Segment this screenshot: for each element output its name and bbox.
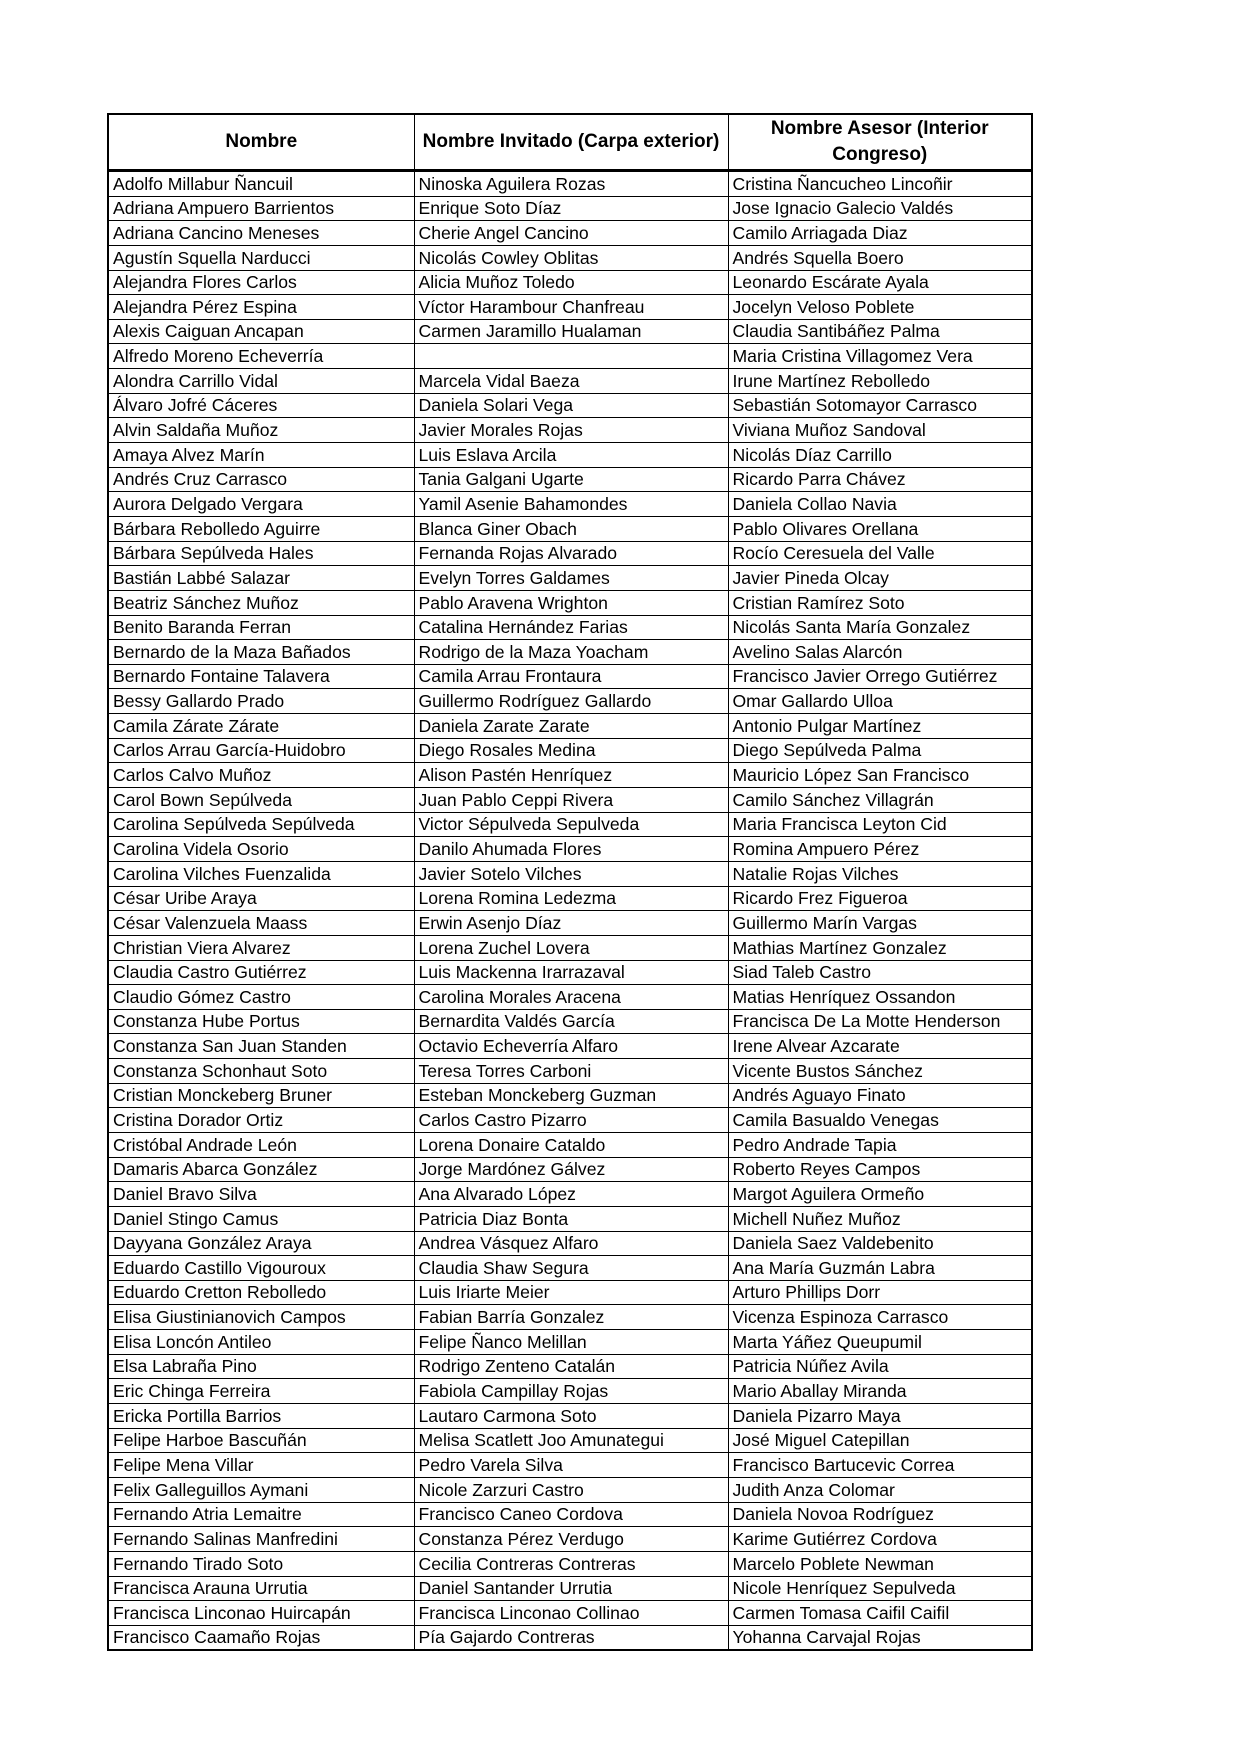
cell-nombre-invitado: Luis Iriarte Meier <box>414 1280 728 1305</box>
table-row <box>108 344 1032 369</box>
table-row <box>108 295 1032 320</box>
cell-nombre-invitado: Daniela Solari Vega <box>414 393 728 418</box>
cell-nombre: Carlos Calvo Muñoz <box>108 763 414 788</box>
cell-nombre-invitado: Juan Pablo Ceppi Rivera <box>414 788 728 813</box>
cell-nombre-asesor: Francisca De La Motte Henderson <box>728 1009 1032 1034</box>
table-row <box>108 393 1032 418</box>
cell-nombre-asesor: Michell Nuñez Muñoz <box>728 1206 1032 1231</box>
table-row <box>108 270 1032 295</box>
cell-nombre-invitado: Javier Sotelo Vilches <box>414 861 728 886</box>
cell-nombre-asesor: Omar Gallardo Ulloa <box>728 689 1032 714</box>
cell-nombre: Carlos Arrau García-Huidobro <box>108 738 414 763</box>
cell-nombre-invitado: Fernanda Rojas Alvarado <box>414 541 728 566</box>
cell-nombre-invitado: Guillermo Rodríguez Gallardo <box>414 689 728 714</box>
cell-nombre: Alexis Caiguan Ancapan <box>108 319 414 344</box>
cell-nombre-asesor: José Miguel Catepillan <box>728 1428 1032 1453</box>
cell-nombre-asesor: Leonardo Escárate Ayala <box>728 270 1032 295</box>
cell-nombre: Alvin Saldaña Muñoz <box>108 418 414 443</box>
cell-nombre: Damaris Abarca González <box>108 1157 414 1182</box>
cell-nombre-invitado: Carlos Castro Pizarro <box>414 1108 728 1133</box>
cell-nombre: Francisco Caamaño Rojas <box>108 1625 414 1650</box>
table-row <box>108 541 1032 566</box>
table-row <box>108 911 1032 936</box>
cell-nombre-invitado: Rodrigo Zenteno Catalán <box>414 1354 728 1379</box>
cell-nombre-invitado: Carolina Morales Aracena <box>414 985 728 1010</box>
cell-nombre-asesor: Cristian Ramírez Soto <box>728 590 1032 615</box>
cell-nombre-asesor: Patricia Núñez Avila <box>728 1354 1032 1379</box>
cell-nombre-invitado: Daniela Zarate Zarate <box>414 714 728 739</box>
table-row <box>108 221 1032 246</box>
cell-nombre-invitado: Nicole Zarzuri Castro <box>414 1477 728 1502</box>
cell-nombre: Claudio Gómez Castro <box>108 985 414 1010</box>
cell-nombre: Camila Zárate Zárate <box>108 714 414 739</box>
cell-nombre-invitado: Pablo Aravena Wrighton <box>414 590 728 615</box>
cell-nombre: Eric Chinga Ferreira <box>108 1379 414 1404</box>
cell-nombre-invitado: Octavio Echeverría Alfaro <box>414 1034 728 1059</box>
table-row <box>108 738 1032 763</box>
table-row <box>108 1354 1032 1379</box>
cell-nombre: Constanza Schonhaut Soto <box>108 1059 414 1084</box>
roster-sheet <box>107 113 1033 1651</box>
cell-nombre: César Valenzuela Maass <box>108 911 414 936</box>
table-row <box>108 1305 1032 1330</box>
cell-nombre-asesor: Ana María Guzmán Labra <box>728 1256 1032 1281</box>
cell-nombre-asesor: Nicole Henríquez Sepulveda <box>728 1576 1032 1601</box>
cell-nombre-asesor: Karime Gutiérrez Cordova <box>728 1527 1032 1552</box>
table-row <box>108 664 1032 689</box>
table-row <box>108 196 1032 221</box>
cell-nombre-asesor: Pablo Olivares Orellana <box>728 516 1032 541</box>
cell-nombre-invitado: Erwin Asenjo Díaz <box>414 911 728 936</box>
cell-nombre-invitado: Catalina Hernández Farias <box>414 615 728 640</box>
table-row <box>108 886 1032 911</box>
cell-nombre: Francisca Linconao Huircapán <box>108 1601 414 1626</box>
table-row <box>108 1157 1032 1182</box>
cell-nombre-invitado: Melisa Scatlett Joo Amunategui <box>414 1428 728 1453</box>
cell-nombre: Constanza San Juan Standen <box>108 1034 414 1059</box>
cell-nombre: Adriana Cancino Meneses <box>108 221 414 246</box>
cell-nombre-asesor: Javier Pineda Olcay <box>728 566 1032 591</box>
cell-nombre-invitado: Claudia Shaw Segura <box>414 1256 728 1281</box>
table-row <box>108 615 1032 640</box>
header-nombre-invitado: Nombre Invitado (Carpa exterior) <box>414 114 728 171</box>
cell-nombre-invitado: Cecilia Contreras Contreras <box>414 1551 728 1576</box>
header-nombre-asesor: Nombre Asesor (Interior Congreso) <box>728 114 1032 171</box>
cell-nombre-asesor: Carmen Tomasa Caifil Caifil <box>728 1601 1032 1626</box>
cell-nombre-asesor: Francisco Bartucevic Correa <box>728 1453 1032 1478</box>
cell-nombre-invitado: Esteban Monckeberg Guzman <box>414 1083 728 1108</box>
cell-nombre: Bárbara Rebolledo Aguirre <box>108 516 414 541</box>
cell-nombre-asesor: Camilo Arriagada Diaz <box>728 221 1032 246</box>
cell-nombre-asesor: Marta Yáñez Queupumil <box>728 1330 1032 1355</box>
cell-nombre: Carolina Vilches Fuenzalida <box>108 861 414 886</box>
cell-nombre-invitado: Constanza Pérez Verdugo <box>414 1527 728 1552</box>
cell-nombre: Álvaro Jofré Cáceres <box>108 393 414 418</box>
cell-nombre-asesor: Maria Francisca Leyton Cid <box>728 812 1032 837</box>
table-row <box>108 443 1032 468</box>
cell-nombre-invitado: Felipe Ñanco Melillan <box>414 1330 728 1355</box>
table-row <box>108 1280 1032 1305</box>
cell-nombre-asesor: Camilo Sánchez Villagrán <box>728 788 1032 813</box>
cell-nombre: Fernando Atria Lemaitre <box>108 1502 414 1527</box>
cell-nombre-invitado: Lorena Zuchel Lovera <box>414 935 728 960</box>
cell-nombre-invitado: Carmen Jaramillo Hualaman <box>414 319 728 344</box>
cell-nombre-invitado: Nicolás Cowley Oblitas <box>414 245 728 270</box>
cell-nombre-asesor: Ricardo Frez Figueroa <box>728 886 1032 911</box>
cell-nombre-asesor: Francisco Javier Orrego Gutiérrez <box>728 664 1032 689</box>
cell-nombre: Daniel Stingo Camus <box>108 1206 414 1231</box>
table-row <box>108 935 1032 960</box>
cell-nombre-asesor: Siad Taleb Castro <box>728 960 1032 985</box>
table-row <box>108 590 1032 615</box>
cell-nombre: Constanza Hube Portus <box>108 1009 414 1034</box>
cell-nombre-invitado: Marcela Vidal Baeza <box>414 369 728 394</box>
cell-nombre-invitado: Cherie Angel Cancino <box>414 221 728 246</box>
cell-nombre-asesor: Vicenza Espinoza Carrasco <box>728 1305 1032 1330</box>
table-row <box>108 1404 1032 1429</box>
cell-nombre-asesor: Camila Basualdo Venegas <box>728 1108 1032 1133</box>
cell-nombre-invitado: Diego Rosales Medina <box>414 738 728 763</box>
cell-nombre: Felipe Harboe Bascuñán <box>108 1428 414 1453</box>
cell-nombre-invitado: Danilo Ahumada Flores <box>414 837 728 862</box>
cell-nombre: Elisa Giustinianovich Campos <box>108 1305 414 1330</box>
cell-nombre-invitado: Rodrigo de la Maza Yoacham <box>414 640 728 665</box>
table-row <box>108 861 1032 886</box>
cell-nombre: Alfredo Moreno Echeverría <box>108 344 414 369</box>
table-row <box>108 1330 1032 1355</box>
cell-nombre: Alondra Carrillo Vidal <box>108 369 414 394</box>
cell-nombre-invitado: Lautaro Carmona Soto <box>414 1404 728 1429</box>
table-row <box>108 1231 1032 1256</box>
cell-nombre: Christian Viera Alvarez <box>108 935 414 960</box>
cell-nombre: Bastián Labbé Salazar <box>108 566 414 591</box>
table-row <box>108 1527 1032 1552</box>
cell-nombre: Francisca Arauna Urrutia <box>108 1576 414 1601</box>
cell-nombre: César Uribe Araya <box>108 886 414 911</box>
cell-nombre-asesor: Daniela Collao Navia <box>728 492 1032 517</box>
cell-nombre-invitado: Jorge Mardónez Gálvez <box>414 1157 728 1182</box>
cell-nombre-asesor: Marcelo Poblete Newman <box>728 1551 1032 1576</box>
cell-nombre-asesor: Matias Henríquez Ossandon <box>728 985 1032 1010</box>
cell-nombre-asesor: Nicolás Santa María Gonzalez <box>728 615 1032 640</box>
cell-nombre: Alejandra Flores Carlos <box>108 270 414 295</box>
cell-nombre-asesor: Margot Aguilera Ormeño <box>728 1182 1032 1207</box>
cell-nombre-asesor: Arturo Phillips Dorr <box>728 1280 1032 1305</box>
cell-nombre-asesor: Ricardo Parra Chávez <box>728 467 1032 492</box>
cell-nombre-invitado: Ninoska Aguilera Rozas <box>414 171 728 197</box>
table-row <box>108 689 1032 714</box>
table-row <box>108 369 1032 394</box>
cell-nombre: Felix Galleguillos Aymani <box>108 1477 414 1502</box>
table-row <box>108 467 1032 492</box>
cell-nombre: Bernardo de la Maza Bañados <box>108 640 414 665</box>
table-row <box>108 245 1032 270</box>
cell-nombre-asesor: Mathias Martínez Gonzalez <box>728 935 1032 960</box>
cell-nombre: Carol Bown Sepúlveda <box>108 788 414 813</box>
cell-nombre-invitado: Tania Galgani Ugarte <box>414 467 728 492</box>
cell-nombre: Alejandra Pérez Espina <box>108 295 414 320</box>
cell-nombre-asesor: Vicente Bustos Sánchez <box>728 1059 1032 1084</box>
cell-nombre-invitado: Blanca Giner Obach <box>414 516 728 541</box>
table-row <box>108 1428 1032 1453</box>
cell-nombre: Beatriz Sánchez Muñoz <box>108 590 414 615</box>
cell-nombre-invitado: Victor Sépulveda Sepulveda <box>414 812 728 837</box>
cell-nombre: Elsa Labraña Pino <box>108 1354 414 1379</box>
table-row <box>108 319 1032 344</box>
table-row <box>108 1132 1032 1157</box>
cell-nombre: Dayyana González Araya <box>108 1231 414 1256</box>
table-row <box>108 418 1032 443</box>
cell-nombre-invitado: Bernardita Valdés García <box>414 1009 728 1034</box>
cell-nombre-invitado: Pedro Varela Silva <box>414 1453 728 1478</box>
cell-nombre: Aurora Delgado Vergara <box>108 492 414 517</box>
cell-nombre-invitado: Alicia Muñoz Toledo <box>414 270 728 295</box>
cell-nombre-asesor: Andrés Aguayo Finato <box>728 1083 1032 1108</box>
cell-nombre: Bernardo Fontaine Talavera <box>108 664 414 689</box>
table-row <box>108 492 1032 517</box>
cell-nombre-asesor: Daniela Pizarro Maya <box>728 1404 1032 1429</box>
table-row <box>108 960 1032 985</box>
cell-nombre: Amaya Alvez Marín <box>108 443 414 468</box>
cell-nombre: Adolfo Millabur Ñancuil <box>108 171 414 197</box>
cell-nombre: Agustín Squella Narducci <box>108 245 414 270</box>
cell-nombre-asesor: Daniela Saez Valdebenito <box>728 1231 1032 1256</box>
cell-nombre-asesor: Romina Ampuero Pérez <box>728 837 1032 862</box>
cell-nombre-asesor: Pedro Andrade Tapia <box>728 1132 1032 1157</box>
cell-nombre-invitado: Teresa Torres Carboni <box>414 1059 728 1084</box>
table-row <box>108 566 1032 591</box>
cell-nombre: Carolina Videla Osorio <box>108 837 414 862</box>
cell-nombre-invitado: Francisca Linconao Collinao <box>414 1601 728 1626</box>
cell-nombre-invitado: Enrique Soto Díaz <box>414 196 728 221</box>
cell-nombre: Carolina Sepúlveda Sepúlveda <box>108 812 414 837</box>
cell-nombre-asesor: Rocío Ceresuela del Valle <box>728 541 1032 566</box>
cell-nombre-asesor: Diego Sepúlveda Palma <box>728 738 1032 763</box>
cell-nombre-invitado: Lorena Donaire Cataldo <box>414 1132 728 1157</box>
table-row <box>108 1477 1032 1502</box>
cell-nombre-invitado: Lorena Romina Ledezma <box>414 886 728 911</box>
cell-nombre: Benito Baranda Ferran <box>108 615 414 640</box>
table-row <box>108 1625 1032 1650</box>
cell-nombre-invitado: Fabian Barría Gonzalez <box>414 1305 728 1330</box>
cell-nombre: Bárbara Sepúlveda Hales <box>108 541 414 566</box>
cell-nombre-asesor: Jose Ignacio Galecio Valdés <box>728 196 1032 221</box>
cell-nombre-invitado: Fabiola Campillay Rojas <box>414 1379 728 1404</box>
table-row <box>108 171 1032 197</box>
cell-nombre-invitado: Ana Alvarado López <box>414 1182 728 1207</box>
table-row <box>108 640 1032 665</box>
cell-nombre-invitado: Pía Gajardo Contreras <box>414 1625 728 1650</box>
cell-nombre-asesor: Maria Cristina Villagomez Vera <box>728 344 1032 369</box>
cell-nombre: Eduardo Cretton Rebolledo <box>108 1280 414 1305</box>
table-row <box>108 1576 1032 1601</box>
roster-body <box>108 171 1032 1651</box>
header-row <box>108 114 1032 171</box>
cell-nombre: Cristian Monckeberg Bruner <box>108 1083 414 1108</box>
cell-nombre-asesor: Andrés Squella Boero <box>728 245 1032 270</box>
cell-nombre: Cristina Dorador Ortiz <box>108 1108 414 1133</box>
cell-nombre-invitado: Luis Mackenna Irarrazaval <box>414 960 728 985</box>
table-row <box>108 1083 1032 1108</box>
table-row <box>108 1601 1032 1626</box>
cell-nombre-asesor: Roberto Reyes Campos <box>728 1157 1032 1182</box>
cell-nombre-asesor: Irene Alvear Azcarate <box>728 1034 1032 1059</box>
cell-nombre: Eduardo Castillo Vigouroux <box>108 1256 414 1281</box>
cell-nombre: Elisa Loncón Antileo <box>108 1330 414 1355</box>
cell-nombre-asesor: Claudia Santibáñez Palma <box>728 319 1032 344</box>
cell-nombre-invitado: Javier Morales Rojas <box>414 418 728 443</box>
table-row <box>108 763 1032 788</box>
cell-nombre-asesor: Avelino Salas Alarcón <box>728 640 1032 665</box>
table-row <box>108 1182 1032 1207</box>
table-row <box>108 1009 1032 1034</box>
cell-nombre-asesor: Sebastián Sotomayor Carrasco <box>728 393 1032 418</box>
table-row <box>108 516 1032 541</box>
cell-nombre: Daniel Bravo Silva <box>108 1182 414 1207</box>
cell-nombre-asesor: Antonio Pulgar Martínez <box>728 714 1032 739</box>
cell-nombre: Fernando Salinas Manfredini <box>108 1527 414 1552</box>
cell-nombre: Adriana Ampuero Barrientos <box>108 196 414 221</box>
table-row <box>108 985 1032 1010</box>
cell-nombre-asesor: Judith Anza Colomar <box>728 1477 1032 1502</box>
table-row <box>108 1551 1032 1576</box>
roster-table <box>107 113 1033 1651</box>
table-row <box>108 1256 1032 1281</box>
cell-nombre: Cristóbal Andrade León <box>108 1132 414 1157</box>
table-row <box>108 1502 1032 1527</box>
cell-nombre-invitado: Evelyn Torres Galdames <box>414 566 728 591</box>
cell-nombre-asesor: Daniela Novoa Rodríguez <box>728 1502 1032 1527</box>
cell-nombre-asesor: Cristina Ñancucheo Lincoñir <box>728 171 1032 197</box>
cell-nombre-asesor: Viviana Muñoz Sandoval <box>728 418 1032 443</box>
cell-nombre: Fernando Tirado Soto <box>108 1551 414 1576</box>
cell-nombre-asesor: Jocelyn Veloso Poblete <box>728 295 1032 320</box>
cell-nombre-asesor: Irune Martínez Rebolledo <box>728 369 1032 394</box>
table-row <box>108 1379 1032 1404</box>
cell-nombre: Andrés Cruz Carrasco <box>108 467 414 492</box>
cell-nombre-asesor: Yohanna Carvajal Rojas <box>728 1625 1032 1650</box>
table-row <box>108 1034 1032 1059</box>
cell-nombre-invitado: Patricia Diaz Bonta <box>414 1206 728 1231</box>
table-row <box>108 812 1032 837</box>
cell-nombre: Felipe Mena Villar <box>108 1453 414 1478</box>
cell-nombre: Bessy Gallardo Prado <box>108 689 414 714</box>
table-row <box>108 1059 1032 1084</box>
cell-nombre-invitado: Víctor Harambour Chanfreau <box>414 295 728 320</box>
cell-nombre: Ericka Portilla Barrios <box>108 1404 414 1429</box>
cell-nombre-invitado: Luis Eslava Arcila <box>414 443 728 468</box>
cell-nombre-invitado: Camila Arrau Frontaura <box>414 664 728 689</box>
cell-nombre-invitado: Andrea Vásquez Alfaro <box>414 1231 728 1256</box>
cell-nombre-asesor: Nicolás Díaz Carrillo <box>728 443 1032 468</box>
cell-nombre-asesor: Mauricio López San Francisco <box>728 763 1032 788</box>
cell-nombre-asesor: Natalie Rojas Vilches <box>728 861 1032 886</box>
cell-nombre-invitado: Yamil Asenie Bahamondes <box>414 492 728 517</box>
cell-nombre-invitado: Daniel Santander Urrutia <box>414 1576 728 1601</box>
table-row <box>108 1453 1032 1478</box>
table-row <box>108 714 1032 739</box>
table-row <box>108 1108 1032 1133</box>
cell-nombre-asesor: Mario Aballay Miranda <box>728 1379 1032 1404</box>
cell-nombre-invitado: Alison Pastén Henríquez <box>414 763 728 788</box>
table-row <box>108 1206 1032 1231</box>
table-row <box>108 837 1032 862</box>
header-nombre: Nombre <box>108 114 414 171</box>
cell-nombre-asesor: Guillermo Marín Vargas <box>728 911 1032 936</box>
cell-nombre-invitado <box>414 344 728 369</box>
cell-nombre: Claudia Castro Gutiérrez <box>108 960 414 985</box>
cell-nombre-invitado: Francisco Caneo Cordova <box>414 1502 728 1527</box>
table-row <box>108 788 1032 813</box>
